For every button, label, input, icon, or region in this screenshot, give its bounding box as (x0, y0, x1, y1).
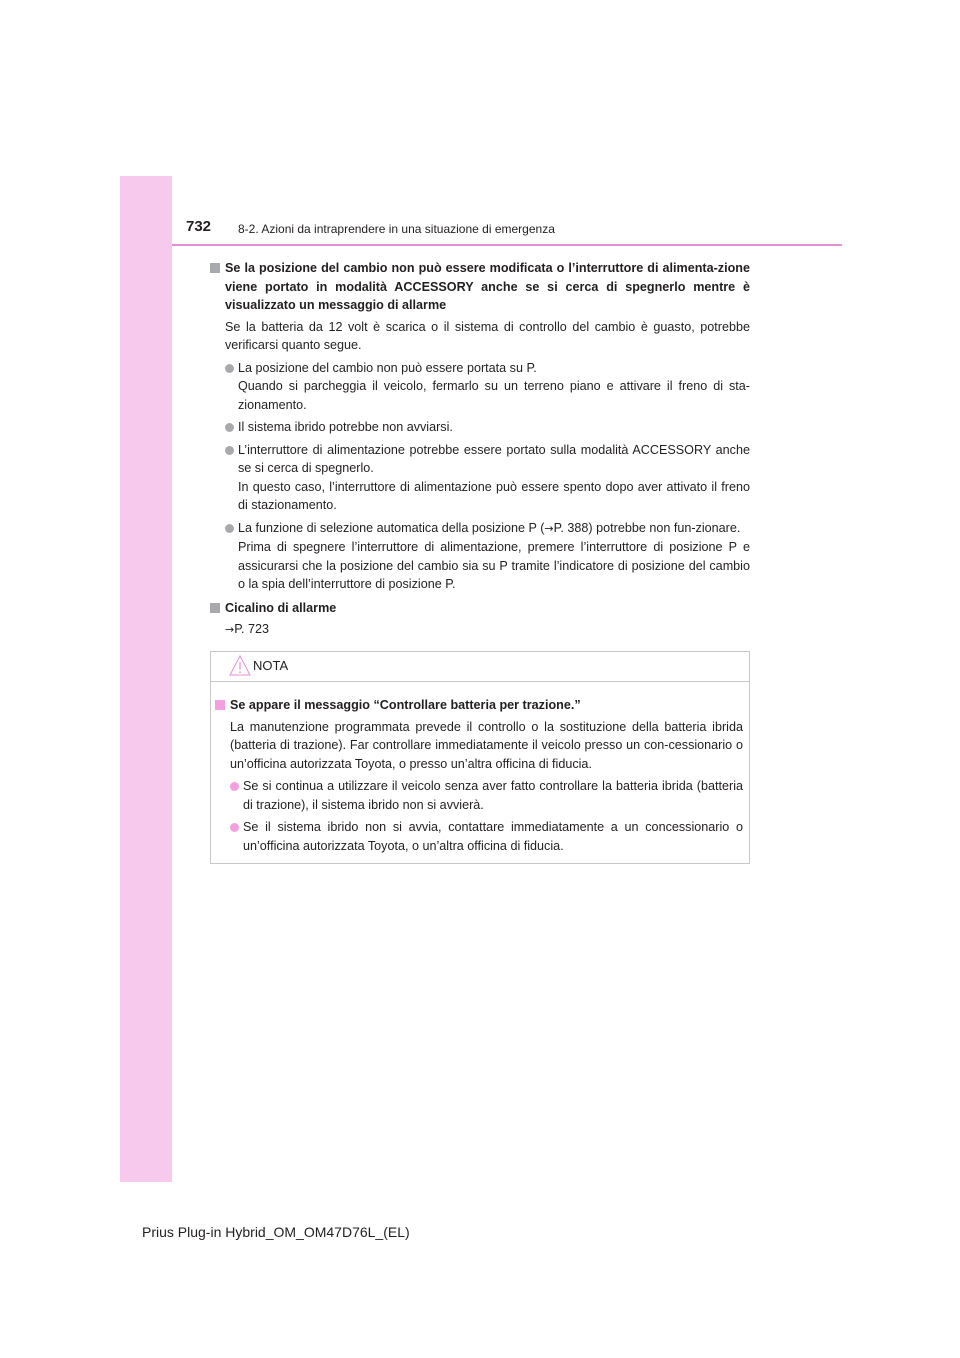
square-bullet-icon (210, 603, 220, 613)
page-reference (210, 620, 750, 640)
list-item-detail: In questo caso, l’interruttore di alimentazione può essere spento dopo aver attivato il freno di stazionamento. (238, 479, 750, 512)
list-item-text: Il sistema ibrido potrebbe non avviarsi. (238, 420, 453, 434)
square-bullet-icon (215, 700, 225, 710)
nota-title: NOTA (253, 658, 289, 673)
nota-list-item-text: Se si continua a utilizzare il veicolo senza aver fatto controllare la batteria ibrida (batteria di trazione), il sistema ibrido non si avvierà. (243, 779, 743, 812)
list-item-detail: Quando si parcheggia il veicolo, fermarlo su un terreno piano e attivare il freno di sta-zionamento. (238, 379, 750, 412)
arrow-right-icon: → (544, 521, 554, 535)
chapter-title: 8-2. Azioni da intraprendere in una situazione di emergenza (238, 222, 555, 236)
circle-bullet-icon (230, 823, 239, 832)
footer-document-code: Prius Plug-in Hybrid_OM_OM47D76L_(EL) (142, 1224, 410, 1240)
nota-body (211, 682, 749, 855)
list-item-text: L’interruttore di alimentazione potrebbe essere portato sulla modalità ACCESSORY anche se si cerca di spegnerlo. (238, 442, 750, 475)
nota-heading-text: Se appare il messaggio “Controllare batteria per trazione.” (230, 698, 581, 712)
section-intro: Se la batteria da 12 volt è scarica o il sistema di controllo del cambio è guasto, potrebbe verificarsi quanto segue. (225, 319, 750, 352)
nota-intro: La manutenzione programmata prevede il controllo o la sostituzione della batteria ibrida (batteria di trazione). Far controllare immediatamente il veicolo presso un con-cessionario o un’officina autorizzata Toyota, o presso un’altra officina di fiducia. (230, 719, 743, 771)
circle-bullet-icon (230, 782, 239, 791)
section-heading-text: Se la posizione del cambio non può essere modificata o l’interruttore di alimenta-zione viene portato in modalità ACCESSORY anche se si cerca di spegnerlo mentre è visualizzato un messaggio di allarme (225, 261, 750, 312)
circle-bullet-icon (225, 446, 234, 455)
list-item-detail: Prima di spegnere l’interruttore di alimentazione, premere l’interruttore di posizione P e assicurarsi che la posizione del cambio sia su P tramite l’indicatore di posizione del cambio o la spia dell’interruttore di posizione P. (238, 540, 750, 591)
nota-box (210, 651, 750, 864)
nota-list-item (215, 818, 743, 855)
nota-list-item-text: Se il sistema ibrido non si avvia, contattare immediatamente a un concessionario o un’officina autorizzata Toyota, o un’altra officina di fiducia. (243, 820, 743, 853)
list-item-text: La posizione del cambio non può essere portata su P. (238, 360, 537, 375)
section-heading-text: Cicalino di allarme (225, 600, 337, 615)
page-reference-link[interactable]: P. 388) potrebbe non fun-zionare. (553, 520, 741, 535)
arrow-right-icon: → (225, 623, 235, 636)
nota-heading (215, 696, 743, 715)
list-item (210, 441, 750, 515)
section-heading (210, 259, 750, 315)
list-item-text (238, 519, 750, 539)
section-heading (210, 599, 750, 618)
circle-bullet-icon (225, 364, 234, 373)
circle-bullet-icon (225, 524, 234, 533)
nota-list-item (215, 777, 743, 814)
warning-triangle-icon (229, 655, 251, 676)
list-item-text-start: La funzione di selezione automatica della posizione P ( (238, 520, 545, 535)
list-item (210, 359, 750, 415)
page-reference-link[interactable]: P. 723 (234, 622, 270, 636)
list-item (210, 519, 750, 594)
page-number: 732 (186, 218, 212, 235)
side-tab-bar (120, 176, 172, 1182)
square-bullet-icon (210, 263, 220, 273)
nota-header (211, 652, 749, 682)
main-content (210, 253, 750, 640)
header-rule (172, 244, 842, 246)
circle-bullet-icon (225, 423, 234, 432)
list-item (210, 418, 750, 437)
